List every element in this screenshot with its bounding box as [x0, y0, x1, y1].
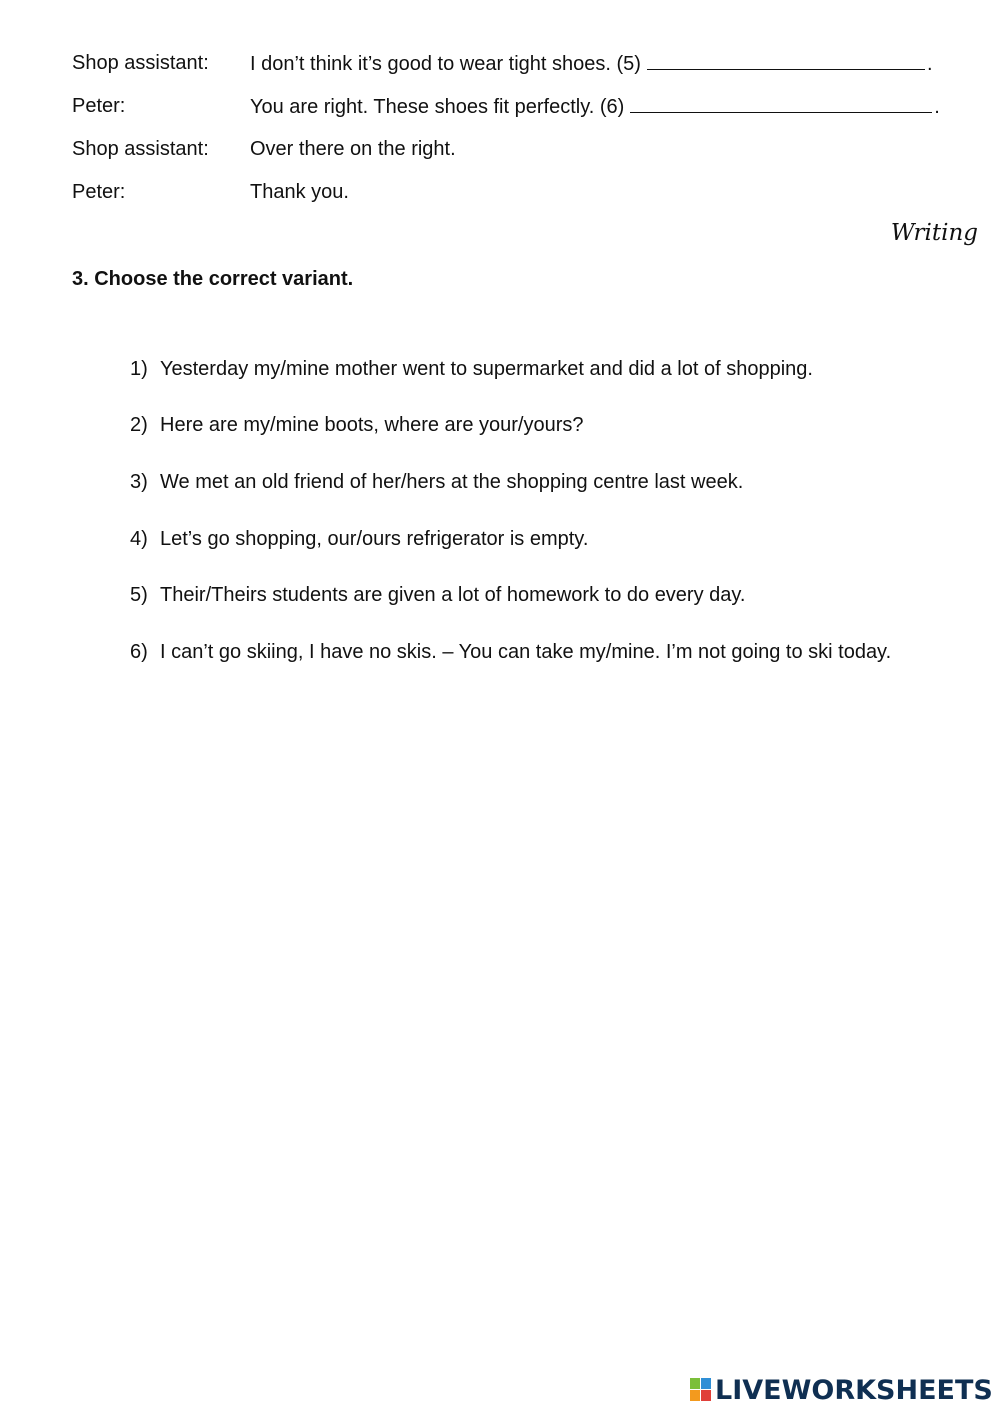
exercise-item: [130, 527, 588, 551]
item-number: 5): [130, 584, 148, 606]
answer-blank-6[interactable]: [630, 94, 932, 113]
item-text: Their/Theirs students are given a lot of homework to do every day.: [160, 584, 746, 606]
dialogue-sentence: You are right. These shoes fit perfectly. (6): [250, 96, 625, 118]
item-text: We met an old friend of her/hers at the shopping centre last week.: [160, 471, 744, 493]
liveworksheets-mark-icon: [690, 1378, 712, 1402]
blank-end-punct: .: [934, 96, 940, 118]
exercise-item: [130, 413, 584, 437]
dialogue-sentence: I don’t think it’s good to wear tight shoes. (5): [250, 53, 641, 75]
dialogue-sentence: Over there on the right.: [250, 138, 456, 160]
exercise-item: [130, 640, 891, 664]
dialogue-text: [250, 94, 940, 119]
speaker-label: Shop assistant:: [72, 138, 209, 160]
exercise-item: [130, 583, 745, 607]
dialogue-sentence: Thank you.: [250, 181, 349, 203]
item-text: Here are my/mine boots, where are your/yours?: [160, 414, 584, 436]
speaker-label: Peter:: [72, 95, 126, 117]
speaker-label: Shop assistant:: [72, 52, 209, 74]
liveworksheets-wordmark: LIVEWORKSHEETS: [715, 1374, 993, 1406]
item-number: 2): [130, 414, 148, 436]
item-text: Yesterday my/mine mother went to supermarket and did a lot of shopping.: [160, 358, 813, 380]
section-tag-writing: Writing: [890, 220, 978, 246]
answer-blank-5[interactable]: [647, 51, 925, 70]
liveworksheets-logo[interactable]: [690, 1374, 993, 1406]
item-text: I can’t go skiing, I have no skis. – You can take my/mine. I’m not going to ski today.: [160, 641, 892, 663]
item-number: 4): [130, 528, 148, 550]
item-number: 3): [130, 471, 148, 493]
exercise-item: [130, 357, 813, 381]
dialogue-text: [250, 51, 933, 76]
speaker-label: Peter:: [72, 181, 126, 203]
item-number: 1): [130, 358, 148, 380]
exercise-heading: 3. Choose the correct variant.: [72, 268, 354, 290]
item-number: 6): [130, 641, 148, 663]
exercise-item: [130, 470, 743, 494]
blank-end-punct: .: [926, 53, 933, 75]
item-text: Let’s go shopping, our/ours refrigerator is empty.: [160, 528, 589, 550]
